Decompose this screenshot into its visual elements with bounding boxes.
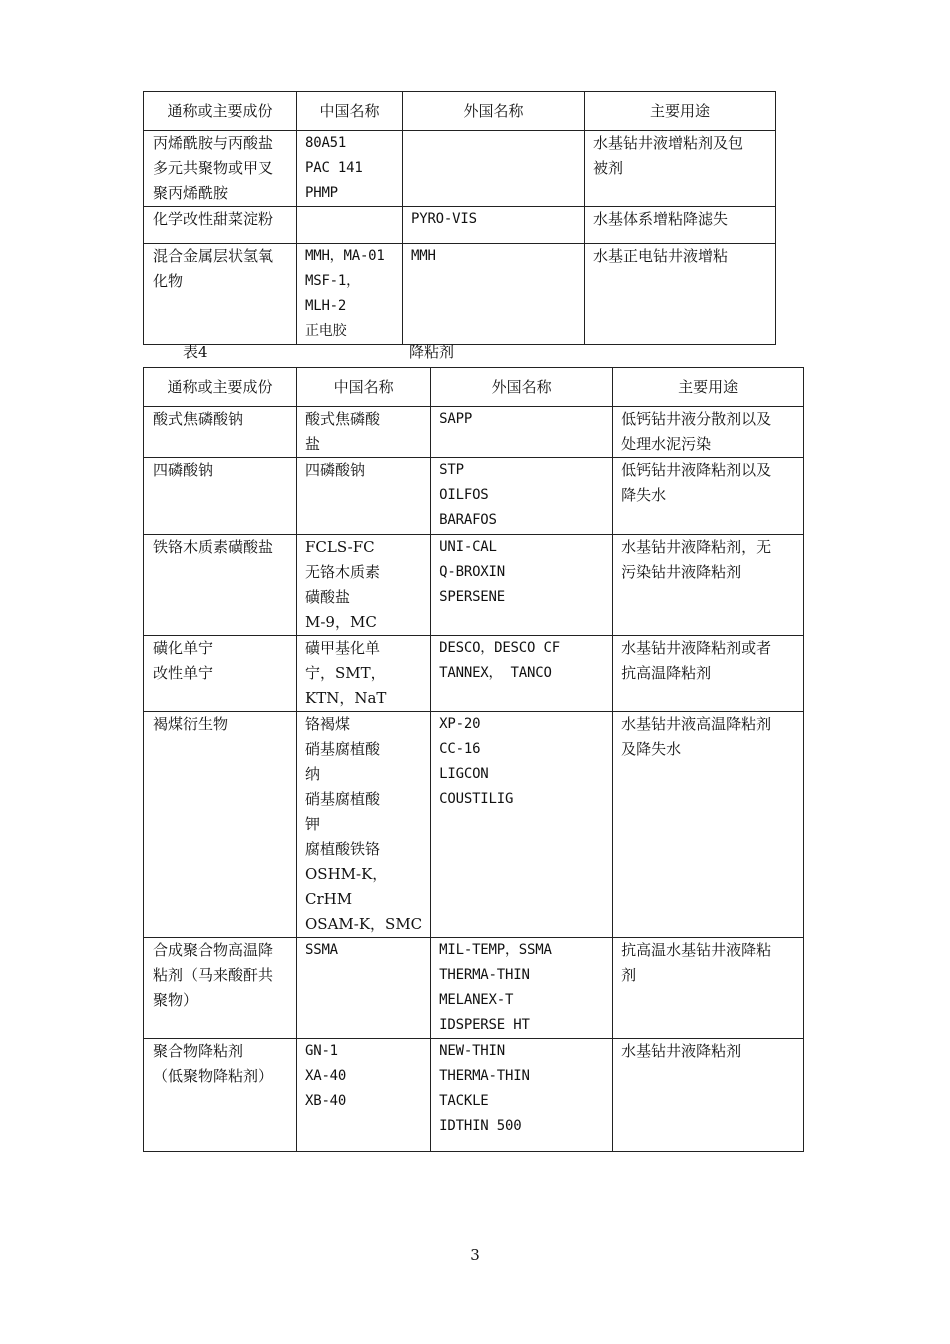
table-row [144, 535, 804, 636]
cell-main-use [613, 712, 804, 938]
cell-line: SSMA [305, 942, 338, 958]
cell-line: IDSPERSE HT [439, 1017, 530, 1033]
cell-line: 无铬木质素 [305, 563, 381, 581]
cell-line: 四磷酸钠 [305, 461, 366, 479]
cell-line: 化物 [153, 272, 184, 290]
cell-common-name [144, 1039, 297, 1152]
cell-line: 盐 [305, 435, 321, 453]
cell-line: 抗高温降粘剂 [621, 664, 712, 682]
cell-chinese-name [297, 458, 431, 535]
table-row [144, 938, 804, 1039]
cell-line: GN-1 [305, 1043, 338, 1059]
cell-line: （低聚物降粘剂） [153, 1067, 274, 1085]
cell-chinese-name [297, 407, 431, 458]
cell-line: OSAM-K，SMC [305, 915, 423, 933]
cell-line: 水基钻井液高温降粘剂 [621, 715, 772, 733]
cell-line: 水基钻井液降粘剂或者 [621, 639, 772, 657]
cell-line: NEW-THIN [439, 1043, 505, 1059]
cell-main-use [585, 207, 776, 244]
cell-common-name [144, 938, 297, 1039]
cell-line: 剂 [621, 966, 637, 984]
cell-line: 化学改性甜菜淀粉 [153, 210, 274, 228]
header-main-use: 主要用途 [585, 92, 776, 131]
cell-foreign-name [431, 938, 613, 1039]
cell-line: PAC 141 [305, 160, 363, 176]
cell-line: MIL-TEMP，SSMA [439, 942, 552, 958]
cell-line: 钾 [305, 815, 321, 833]
cell-main-use [613, 1039, 804, 1152]
cell-line: 酸式焦磷酸钠 [153, 410, 244, 428]
cell-common-name [144, 207, 297, 244]
cell-line: BARAFOS [439, 512, 497, 528]
cell-line: MLH-2 [305, 298, 347, 314]
cell-line: 水基钻井液增粘剂及包 [593, 134, 744, 152]
header-chinese-name: 中国名称 [297, 368, 431, 407]
cell-line: XB-40 [305, 1093, 347, 1109]
cell-line: 铬褐煤 [305, 715, 351, 733]
cell-line: 抗高温水基钻井液降粘 [621, 941, 772, 959]
cell-foreign-name [403, 207, 585, 244]
cell-line: OSHM-K， [305, 865, 388, 883]
cell-line: 正电胶 [305, 323, 347, 339]
cell-line: 腐植酸铁铬 [305, 840, 381, 858]
cell-line: 聚合物降粘剂 [153, 1042, 244, 1060]
header-common-name: 通称或主要成份 [144, 368, 297, 407]
cell-line: PHMP [305, 185, 338, 201]
cell-line: COUSTILIG [439, 791, 514, 807]
cell-chinese-name [297, 1039, 431, 1152]
header-foreign-name: 外国名称 [403, 92, 585, 131]
cell-line: IDTHIN 500 [439, 1118, 522, 1134]
cell-common-name [144, 636, 297, 712]
page-number: 3 [470, 1246, 480, 1264]
cell-line: 磺甲基化单 [305, 639, 381, 657]
cell-line: PYRO-VIS [411, 211, 477, 227]
cell-line: 低钙钻井液分散剂以及 [621, 410, 772, 428]
cell-chinese-name [297, 244, 403, 345]
cell-line: 水基体系增粘降滤失 [593, 210, 729, 228]
cell-line: TANNEX， TANCO [439, 665, 552, 681]
cell-main-use [613, 407, 804, 458]
cell-chinese-name [297, 535, 431, 636]
cell-main-use [585, 244, 776, 345]
cell-line: 硝基腐植酸 [305, 740, 381, 758]
cell-line: 及降失水 [621, 740, 682, 758]
cell-line: 混合金属层状氢氧 [153, 247, 274, 265]
cell-line: KTN，NaT [305, 689, 387, 707]
cell-line: 处理水泥污染 [621, 435, 712, 453]
cell-line: 多元共聚物或甲叉 [153, 159, 274, 177]
cell-line: 聚丙烯酰胺 [153, 184, 229, 202]
cell-line: 磺酸盐 [305, 588, 351, 606]
viscosity-reducer-table [143, 367, 804, 1152]
cell-foreign-name [431, 1039, 613, 1152]
cell-line: CC-16 [439, 741, 481, 757]
cell-line: 被剂 [593, 159, 624, 177]
cell-line: 80A51 [305, 135, 347, 151]
cell-line: MSF-1， [305, 273, 360, 289]
cell-line: 宁，SMT， [305, 664, 386, 682]
cell-line: 水基钻井液降粘剂 [621, 1042, 742, 1060]
cell-main-use [613, 458, 804, 535]
table-row [144, 458, 804, 535]
cell-line: THERMA-THIN [439, 967, 530, 983]
cell-line: CrHM [305, 890, 353, 908]
cell-line: MMH，MA-01 [305, 248, 385, 264]
cell-line: 粘剂（马来酸酐共 [153, 966, 274, 984]
cell-line: 低钙钻井液降粘剂以及 [621, 461, 772, 479]
cell-line: FCLS-FC [305, 538, 375, 556]
cell-line: MELANEX-T [439, 992, 514, 1008]
cell-common-name [144, 458, 297, 535]
cell-line: MMH [411, 248, 436, 264]
cell-main-use [613, 636, 804, 712]
cell-line: 四磷酸钠 [153, 461, 214, 479]
cell-common-name [144, 407, 297, 458]
table-row [144, 712, 804, 938]
table-header-row [144, 92, 776, 131]
table-caption-title: 降粘剂 [409, 343, 455, 361]
table-row [144, 131, 776, 207]
cell-line: XP-20 [439, 716, 481, 732]
cell-line: 纳 [305, 765, 321, 783]
cell-foreign-name [431, 535, 613, 636]
additives-table-continued [143, 91, 776, 345]
cell-chinese-name [297, 938, 431, 1039]
cell-line: SPERSENE [439, 589, 505, 605]
cell-common-name [144, 244, 297, 345]
cell-line: THERMA-THIN [439, 1068, 530, 1084]
cell-line: DESCO，DESCO CF [439, 640, 560, 656]
cell-foreign-name [431, 636, 613, 712]
cell-line: LIGCON [439, 766, 489, 782]
cell-foreign-name [431, 458, 613, 535]
cell-line: 水基正电钻井液增粘 [593, 247, 729, 265]
table-row [144, 407, 804, 458]
cell-line: 降失水 [621, 486, 667, 504]
cell-line: STP [439, 462, 464, 478]
header-common-name: 通称或主要成份 [144, 92, 297, 131]
cell-main-use [585, 131, 776, 207]
cell-line: TACKLE [439, 1093, 489, 1109]
cell-common-name [144, 131, 297, 207]
cell-chinese-name [297, 712, 431, 938]
cell-line: 合成聚合物高温降 [153, 941, 274, 959]
cell-line: 酸式焦磷酸 [305, 410, 381, 428]
header-chinese-name: 中国名称 [297, 92, 403, 131]
table-row [144, 1039, 804, 1152]
table-row [144, 636, 804, 712]
cell-common-name [144, 712, 297, 938]
cell-foreign-name [431, 407, 613, 458]
cell-line: 污染钻井液降粘剂 [621, 563, 742, 581]
cell-line: SAPP [439, 411, 473, 427]
cell-line: Q-BROXIN [439, 564, 505, 580]
cell-chinese-name [297, 207, 403, 244]
cell-line: 改性单宁 [153, 664, 214, 682]
cell-main-use [613, 938, 804, 1039]
cell-line: XA-40 [305, 1068, 347, 1084]
cell-main-use [613, 535, 804, 636]
table-row [144, 244, 776, 345]
cell-line: 磺化单宁 [153, 639, 214, 657]
cell-foreign-name [403, 244, 585, 345]
cell-line: UNI-CAL [439, 539, 497, 555]
cell-foreign-name [431, 712, 613, 938]
cell-line: OILFOS [439, 487, 489, 503]
header-main-use: 主要用途 [613, 368, 804, 407]
cell-common-name [144, 535, 297, 636]
cell-line: 水基钻井液降粘剂，无 [621, 538, 772, 556]
cell-line: 硝基腐植酸 [305, 790, 381, 808]
cell-line: 褐煤衍生物 [153, 715, 229, 733]
cell-line: M-9，MC [305, 613, 377, 631]
cell-line: 聚物） [153, 991, 199, 1009]
table-caption [143, 341, 776, 365]
table-header-row [144, 368, 804, 407]
cell-line: 丙烯酰胺与丙酸盐 [153, 134, 274, 152]
table-row [144, 207, 776, 244]
cell-chinese-name [297, 636, 431, 712]
table-caption-number: 表4 [183, 343, 208, 361]
header-foreign-name: 外国名称 [431, 368, 613, 407]
cell-foreign-name [403, 131, 585, 207]
cell-line: 铁铬木质素磺酸盐 [153, 538, 274, 556]
cell-chinese-name [297, 131, 403, 207]
